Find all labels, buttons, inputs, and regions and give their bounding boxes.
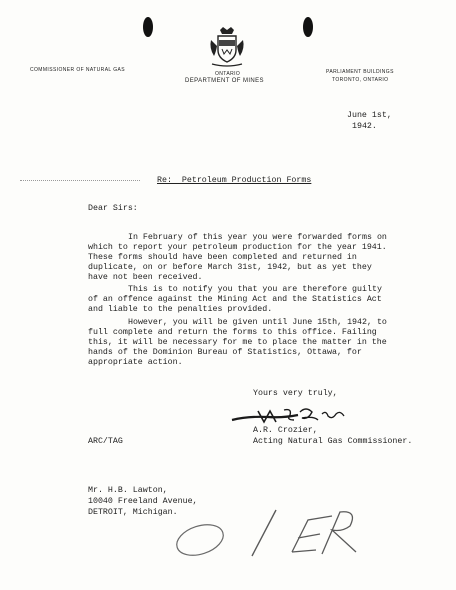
body-paragraph-3: However, you will be given until June 15th, 1942, to full complete and return the forms to this office. Failing this, it will be necessary for me to place the matter in the hands of the Dominion Bureau of Statistics, Ottawa, for appropriate action.: [88, 318, 387, 367]
signature-title: Acting Natural Gas Commissioner.: [253, 437, 413, 446]
recipient-line1: Mr. H.B. Lawton,: [88, 486, 168, 495]
date-line2: 1942.: [352, 122, 377, 131]
signature-name: A.R. Crozier,: [253, 426, 318, 435]
punch-hole-right: [303, 17, 313, 37]
recipient-line3: DETROIT, Michigan.: [88, 508, 178, 517]
punch-hole-left: [143, 17, 153, 37]
ontario-crest-icon: [208, 26, 246, 68]
signature-image: [228, 402, 358, 428]
handwritten-note-image: [172, 492, 362, 562]
salutation: Dear Sirs:: [88, 204, 138, 213]
letterhead-left: COMMISSIONER OF NATURAL GAS: [30, 67, 125, 73]
body-paragraph-1: In February of this year you were forwarded forms on which to report your petroleum production for the year 1941. These forms should have been completed and returned in duplicate, on or before March 31st, 1942, but as yet they have not been received.: [88, 233, 387, 282]
reference-initials: ARC/TAG: [88, 437, 123, 446]
letterhead-ministry-top: ONTARIO: [215, 71, 241, 77]
letterhead-right-line2: TORONTO, ONTARIO: [332, 77, 389, 83]
closing: Yours very truly,: [253, 389, 338, 398]
subject-line: Re: Petroleum Production Forms: [157, 176, 312, 185]
date-line1: June 1st,: [347, 111, 392, 120]
letterhead-ministry: DEPARTMENT OF MINES: [185, 78, 264, 84]
margin-rule: [20, 180, 140, 181]
body-paragraph-2: This is to notify you that you are therefore guilty of an offence against the Mining Act and the Statistics Act and liable to the penalties provided.: [88, 285, 382, 314]
letterhead-right-line1: PARLIAMENT BUILDINGS: [326, 69, 394, 75]
recipient-line2: 10040 Freeland Avenue,: [88, 497, 198, 506]
